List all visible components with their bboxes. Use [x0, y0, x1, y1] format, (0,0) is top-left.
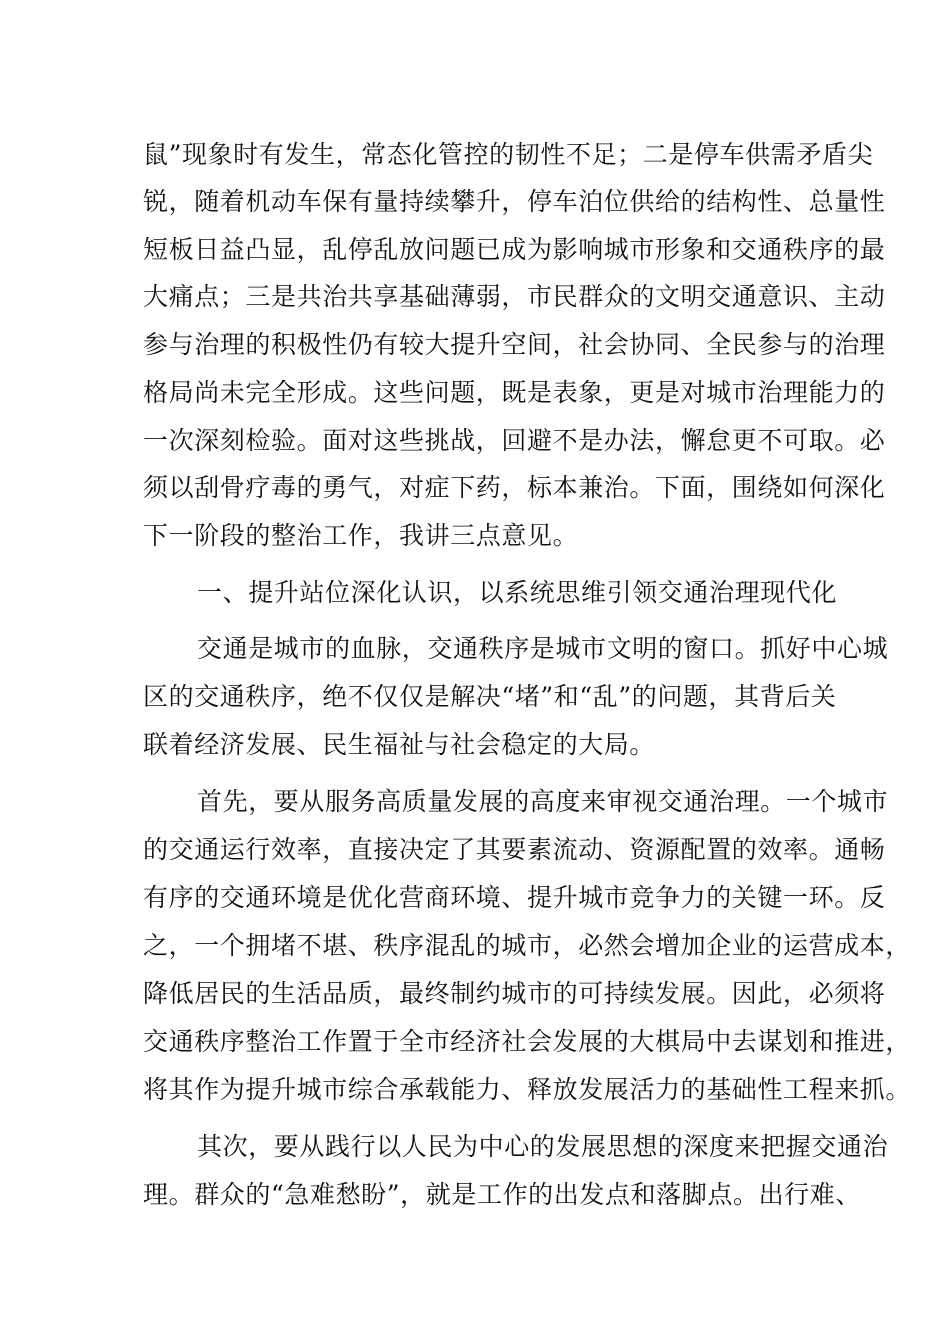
- paragraph-2-line-7: 将其作为提升城市综合承载能力、释放发展活力的基础性工程来抓。: [143, 1075, 912, 1104]
- paragraph-2-line-4: 之，一个拥堵不堪、秩序混乱的城市，必然会增加企业的运营成本，: [143, 931, 912, 960]
- text-line-4: 大痛点；三是共治共享基础薄弱，市民群众的文明交通意识、主动: [143, 282, 886, 311]
- paragraph-1-line-1: 交通是城市的血脉，交通秩序是城市文明的窗口。抓好中心城: [197, 634, 889, 663]
- text-line-1: 鼠”现象时有发生，常态化管控的韧性不足；二是停车供需矛盾尖: [143, 140, 874, 169]
- paragraph-2-line-5: 降低居民的生活品质，最终制约城市的可持续发展。因此，必须将: [143, 979, 886, 1008]
- paragraph-2-line-6: 交通秩序整治工作置于全市经济社会发展的大棋局中去谋划和推进，: [143, 1027, 912, 1056]
- text-line-6: 格局尚未完全形成。这些问题，既是表象，更是对城市治理能力的: [143, 378, 886, 407]
- text-line-7: 一次深刻检验。面对这些挑战，回避不是办法，懈怠更不可取。必: [143, 426, 886, 455]
- text-line-3: 短板日益凸显，乱停乱放问题已成为影响城市形象和交通秩序的最: [143, 235, 886, 264]
- paragraph-1-line-3: 联着经济发展、民生福祉与社会稳定的大局。: [143, 730, 656, 759]
- paragraph-2-line-2: 的交通运行效率，直接决定了其要素流动、资源配置的效率。通畅: [143, 835, 886, 864]
- paragraph-2-line-3: 有序的交通环境是优化营商环境、提升城市竞争力的关键一环。反: [143, 883, 886, 912]
- paragraph-1-line-2: 区的交通秩序，绝不仅仅是解决“堵”和“乱”的问题，其背后关: [143, 682, 837, 711]
- text-line-8: 须以刮骨疗毒的勇气，对症下药，标本兼治。下面，围绕如何深化: [143, 473, 886, 502]
- paragraph-3-line-2: 理。群众的“急难愁盼”，就是工作的出发点和落脚点。出行难、: [143, 1180, 861, 1209]
- text-line-5: 参与治理的积极性仍有较大提升空间，社会协同、全民参与的治理: [143, 330, 886, 359]
- text-line-9: 下一阶段的整治工作，我讲三点意见。: [143, 521, 579, 550]
- paragraph-3-line-1: 其次，要从践行以人民为中心的发展思想的深度来把握交通治: [197, 1132, 889, 1161]
- paragraph-2-line-1: 首先，要从服务高质量发展的高度来审视交通治理。一个城市: [197, 787, 889, 816]
- text-line-2: 锐，随着机动车保有量持续攀升，停车泊位供给的结构性、总量性: [143, 187, 886, 216]
- section-heading: 一、提升站位深化认识，以系统思维引领交通治理现代化: [197, 578, 838, 607]
